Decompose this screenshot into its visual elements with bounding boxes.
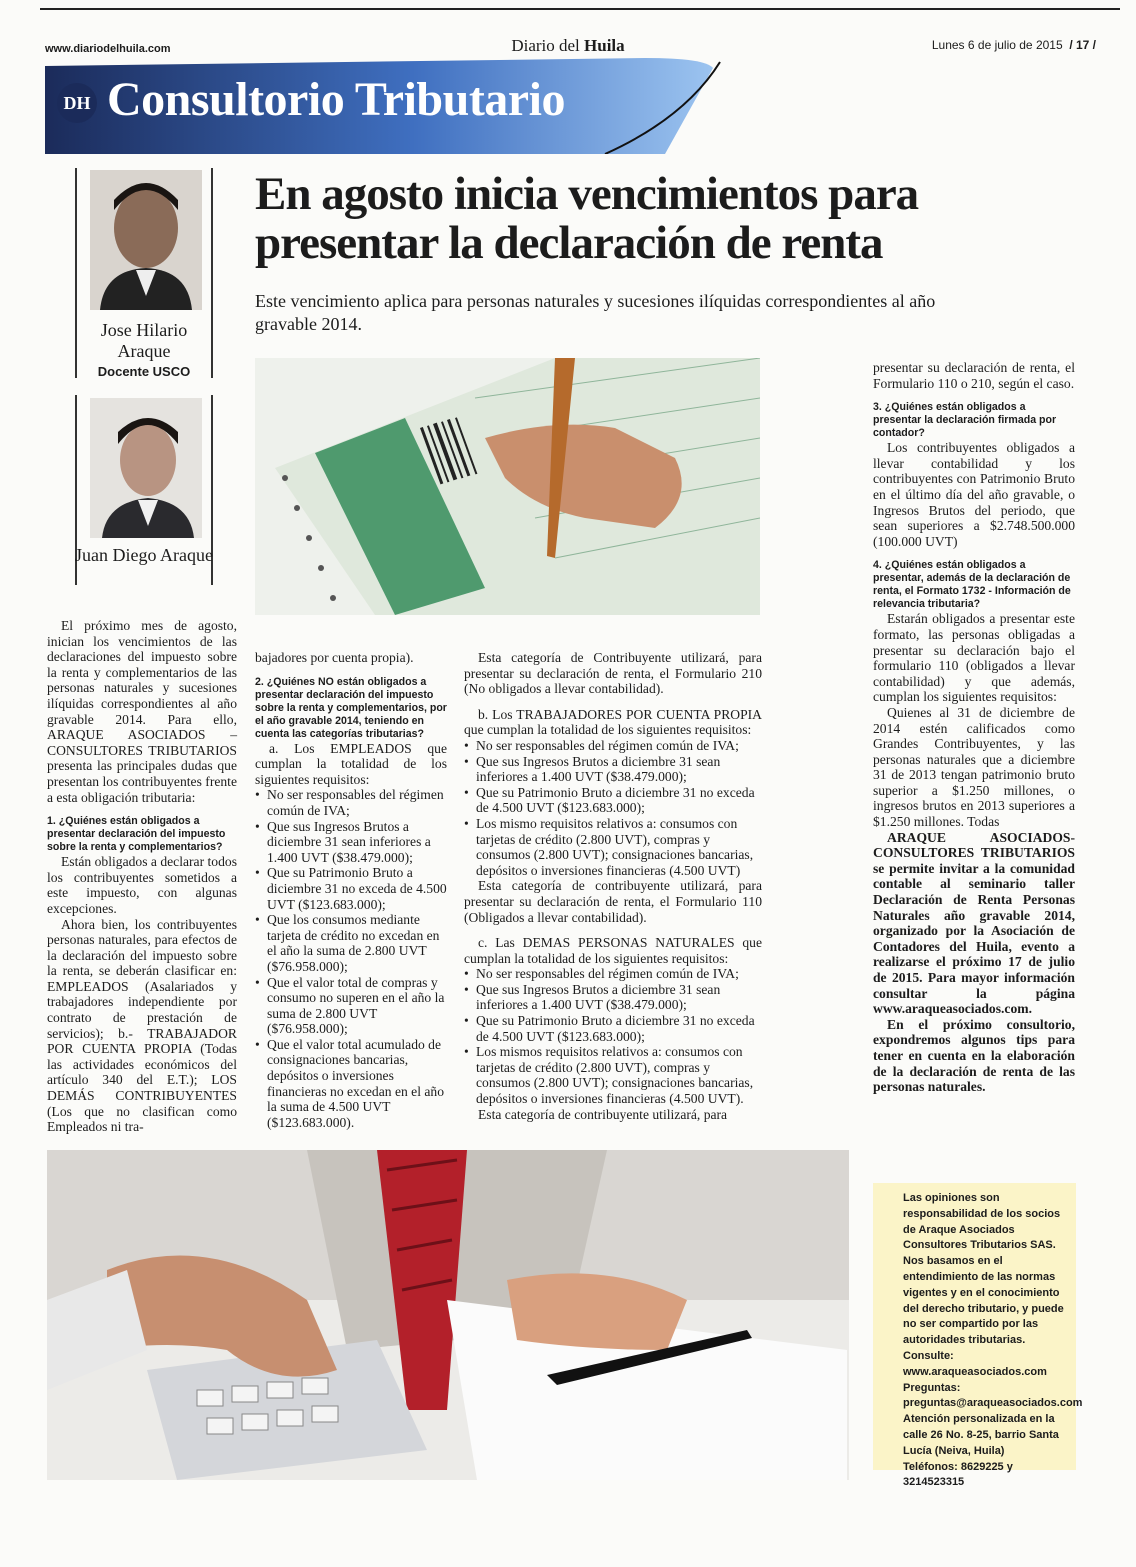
question-1: 1. ¿Quiénes están obligados a presentar declaración del impuesto sobre la renta y complementarios? [47, 815, 226, 854]
answer-1: Están obligados a declarar todos los contribuyentes sometidos a este impuesto, con algunas excepciones. [47, 854, 237, 916]
seminar-invitation: ARAQUE ASOCIADOS-CONSULTORES TRIBUTARIOS se permite invitar a la comunidad contable al seminario taller Declaración de Renta Personas Naturales año gravable 2014, organizado por la Asociación de Contadores del Huila, evento a realizarse el próximo 17 de julio de 2015. Para mayor información consultar la página www.araqueasociados.com. [873, 829, 1075, 1017]
list-item: • No ser responsables del régimen común de IVA; [255, 787, 447, 818]
section-banner [45, 58, 725, 154]
column-2-continuation: bajadores por cuenta propia). [255, 650, 414, 665]
author-name-1: Jose Hilario Araque [100, 320, 188, 361]
author-photo-1 [90, 170, 202, 310]
list-item: • Los mismo requisitos relativos a: consumos con tarjetas de crédito (2.800 UVT), compras y consumos (2.800 UVT); consignaciones bancarias, depósitos o inversiones financieras (4.500 UVT) [464, 816, 762, 878]
next-consultation: En el próximo consultorio, expondremos algunos tips para tener en cuenta en la elaboración de la declaración de renta de las personas naturales. [873, 1016, 1075, 1095]
question-4: 4. ¿Quiénes están obligados a presentar, además de la declaración de renta, el Formato 1732 - Información de relevancia tributaria? [873, 559, 1071, 611]
page-number: / 17 / [1069, 38, 1096, 52]
list-item: • Que el valor total acumulado de consignaciones bancarias, depósitos o inversiones financieras no excedan en el año la suma de 4.500 UVT ($123.683.000). [255, 1037, 447, 1131]
tax-form-photo [255, 358, 760, 615]
column-3-continuation: Esta categoría de Contribuyente utilizará, para presentar su declaración de renta, el Formulario 210 (No obligados a llevar contabilidad). [464, 650, 762, 697]
list-item: • No ser responsables del régimen común de IVA; [464, 738, 762, 754]
header-paper-name: Diario del Huila [511, 36, 625, 55]
article-subhead: Este vencimiento aplica para personas naturales y sucesiones ilíquidas correspondientes al año gravable 2014. [255, 291, 936, 334]
other-persons-requirements [464, 966, 762, 1106]
answer-3: Los contribuyentes obligados a llevar contabilidad y los contribuyentes con Patrimonio Bruto en el último día del año gravable, o Ingresos Brutos del periodo, que sean superiores a $2.748.500.000 (100.000 UVT) [873, 440, 1075, 549]
list-item: • No ser responsables del régimen común de IVA; [464, 966, 762, 982]
other-persons-intro: c. Las DEMAS PERSONAS NATURALES que cumplan la totalidad de los siguientes requisitos: [464, 935, 762, 966]
section-title: Consultorio Tributario [107, 73, 565, 126]
office-address: Atención personalizada en la calle 26 No. 8-25, barrio Santa Lucía (Neiva, Huila) [903, 1413, 1059, 1457]
website-link[interactable]: www.araqueasociados.com [903, 1365, 1047, 1378]
employees-intro: a. Los EMPLEADOS que cumplan la totalidad de los siguientes requisitos: [255, 740, 447, 787]
column-4 [873, 360, 1075, 1095]
list-item: • Que el valor total de compras y consumo no superen en el año la suma de 2.800 UVT ($76.958.000); [255, 975, 447, 1037]
header-url[interactable]: www.diariodelhuila.com [45, 43, 171, 55]
answer-4a: Estarán obligados a presentar este formato, las personas obligadas a presentar su declaración bajo el formulario 110 (obligados a llevar contabilidad) y que además, cumplan los siguientes requisitos: [873, 611, 1075, 705]
list-item: • Que su Patrimonio Bruto a diciembre 31 no exceda de 4.500 UVT ($123.683.000); [464, 1013, 762, 1044]
dh-logo: DH [57, 83, 97, 123]
phone-numbers: Teléfonos: 8629225 y 3214523315 [903, 1460, 1013, 1489]
list-item: • Que su Patrimonio Bruto a diciembre 31 no exceda de 4.500 UVT ($123.683.000); [464, 785, 762, 816]
self-employed-intro: b. Los TRABAJADORES POR CUENTA PROPIA que cumplan la totalidad de los siguientes requisitos: [464, 706, 762, 738]
column-4-continuation: presentar su declaración de renta, el Formulario 110 o 210, según el caso. [873, 360, 1075, 391]
list-item: • Que sus Ingresos Brutos a diciembre 31 sean inferiores a 1.400 UVT ($38.479.000); [464, 982, 762, 1013]
column-2 [255, 650, 447, 1130]
self-employed-form: Esta categoría de contribuyente utilizará, para presentar su declaración de renta, el Formulario 110 (Obligados a llevar contabilidad). [464, 878, 762, 925]
author-name-2: Juan Diego Araque [75, 545, 213, 565]
article-headline: En agosto inicia vencimientos para presentar la declaración de renta [255, 168, 919, 269]
questions-email[interactable]: Preguntas: preguntas@araqueasociados.com [903, 1381, 1083, 1410]
top-rule [40, 8, 1120, 10]
other-persons-form: Esta categoría de contribuyente utilizará, para [478, 1106, 728, 1122]
answer-4b: Quienes al 31 de diciembre de 2014 estén calificados como Grandes Contribuyentes, y las personas naturales que a diciembre 31 de 2013 tengan patrimonio bruto superior a $1.250 millones, o ingresos brutos en 2013 superiores a $1.250 millones. Todas [873, 704, 1075, 830]
consulte-label: Consulte: [903, 1349, 954, 1362]
author-photo-2 [90, 398, 202, 538]
disclaimer-box [873, 1183, 1083, 1489]
column-1 [47, 618, 237, 1135]
question-3: 3. ¿Quiénes están obligados a presentar la declaración firmada por contador? [873, 401, 1057, 440]
employees-requirements [255, 787, 447, 1130]
list-item: • Que sus Ingresos Brutos a diciembre 31 sean inferiores a 1.400 UVT ($38.479.000); [255, 819, 447, 866]
author-role-1: Docente USCO [97, 364, 191, 379]
header-date: Lunes 6 de julio de 2015 / 17 / [931, 38, 1096, 52]
calculator-photo [47, 1150, 849, 1480]
column-3 [464, 650, 762, 1122]
self-employed-requirements [464, 738, 762, 878]
question-2: 2. ¿Quiénes NO están obligados a presentar declaración del impuesto sobre la renta y complementarios, por el año gravable 2014, teniendo en cuenta las categorías tributarias? [255, 675, 447, 740]
list-item: • Que los consumos mediante tarjeta de crédito no excedan en el año la suma de 2.800 UVT ($76.958.000); [255, 912, 447, 974]
list-item: • Que sus Ingresos Brutos a diciembre 31 sean inferiores a 1.400 UVT ($38.479.000); [464, 754, 762, 785]
list-item: • Los mismos requisitos relativos a: consumos con tarjetas de crédito (2.800 UVT), compras y consumos (2.800 UVT); consignaciones bancarias, depósitos o inversiones financieras (4.500 UVT). [464, 1044, 762, 1106]
intro-paragraph: El próximo mes de agosto, inician los vencimientos de las declaraciones del impuesto sobre la renta y complementarios de las personas naturales y sucesiones ilíquidas correspondientes al año gravable 2014. Para ello, ARAQUE ASOCIADOS – CONSULTORES TRIBUTARIOS presenta las principales dudas que presentan los contribuyentes frente a esta obligación tributaria: [47, 618, 237, 805]
paragraph-classification: Ahora bien, los contribuyentes personas naturales, para efectos de la declaración del impuesto sobre la renta, se deberán clasificar en: EMPLEADOS (Asalariados y trabajadores independiente por contrato de prestación de servicios); b.- TRABAJADOR POR CUENTA PROPIA (Todas las actividades económicos del artículo 340 del E.T.); LOS DEMÁS CONTRIBUYENTES (Los que no clasifican como Empleados ni tra- [47, 916, 237, 1135]
list-item: • Que su Patrimonio Bruto a diciembre 31 no exceda de 4.500 UVT ($123.683.000); [255, 865, 447, 912]
disclaimer-text: Las opiniones son responsabilidad de los socios de Araque Asociados Consultores Tributarios SAS. Nos basamos en el entendimiento de las normas vigentes y en el conocimiento del derecho tributario, y puede no ser compartido por las autoridades tributarias. [903, 1192, 1064, 1347]
